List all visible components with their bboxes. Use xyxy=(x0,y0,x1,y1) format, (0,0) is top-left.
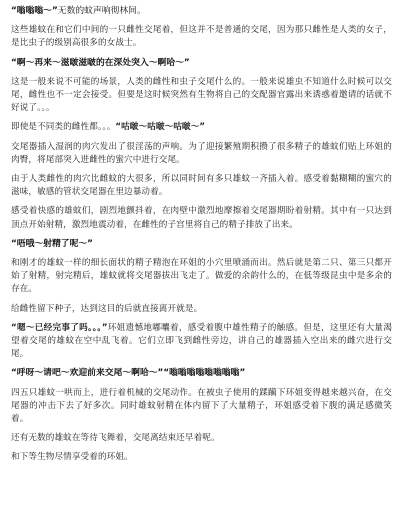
narration-paragraph: 四五只雄蚊一哄而上，进行着机械的交尾动作。在被虫子使用的蹂躏下环姐变得越来越兴奋，在交尾器的冲击下去了好多次。同时雄蚊射精在体内留下了大量精子，环姐感受着下腹的满足感微笑着。 xyxy=(11,387,392,425)
sound-effect: “咕啵～咕啵～咕啵～” xyxy=(115,122,206,133)
dialogue-quote: “嗯～已经完事了吗。。。” xyxy=(11,322,108,333)
narration-paragraph: 和刚才的雄蚊一样的细长面状的精子精泡在环姐的小穴里喷涌而出。然后就是第二只、第三只都开始了射精，射完精后，雄蚊就将交尾器拔出飞走了。做爱的余韵什么的，在低等级昆虫中是多余的存在。 xyxy=(11,258,392,295)
narration-text: 即使是不同类的雌性都。。。 xyxy=(11,122,116,133)
narration-paragraph: 这是一般来说不可能的场景，人类的雌性和虫子交尾什么的。一般来说雄虫不知道什么时候可以交尾，雌性也不一定会接受。但要是这时候突然有生物将自己的交配器官露出来诱惑着邀请的话就不好说了。。。 xyxy=(11,76,392,114)
narration-paragraph: 和下等生物尽情享受着的环姐。 xyxy=(11,452,133,463)
narration-paragraph xyxy=(11,322,392,362)
dialogue-line: “啊～再来～滋啵滋啵的在深处突入～啊哈～” xyxy=(11,57,190,68)
dialogue-line: “呼呀～请吧～欢迎前来交尾～啊哈～”“嗡嗡嗡嗡嗡嗡嗡嗡” xyxy=(11,368,246,379)
dialogue-quote: “嗡嗡嗡～” xyxy=(11,6,58,16)
dialogue-line xyxy=(11,5,392,18)
narration-text: 环姐遗憾地嘟囔着，感受着腹中雄性精子的触感。但是，这里还有大量渴望着交尾的雄蚊在空中乱飞着。它们立即飞到雌性旁边，讲自己的雄器插入空出来的雌穴进行交尾。 xyxy=(11,322,393,360)
narration-paragraph xyxy=(11,121,392,134)
narration-paragraph: 还有无数的雄蚊在等待飞舞着，交尾离结束还早着呢。 xyxy=(11,433,220,444)
dialogue-line: “唔哦～射精了呢～” xyxy=(11,238,93,249)
narration-paragraph: 给雌性留下种子，达到这目的后就直接离开就是。 xyxy=(11,303,203,314)
narration-paragraph: 由于人类雌性的肉穴比雌蚊的大很多，所以同时间有多只雄蚊一齐插入着。感受着黏糊糊的蜜穴的滋味，敏感的管状交尾器在里边暴动着。 xyxy=(11,174,392,198)
narration-paragraph: 交尾器插入湿润的肉穴发出了很淫荡的声响。为了迎接繁殖期积攒了很多精子的雄蚊们贴上环姐的肉臀，将尾部突入进雌性的蜜穴中进行交尾。 xyxy=(11,141,392,165)
narration-text: 无数的蚊声响彻林间。 xyxy=(57,6,146,16)
narration-paragraph: 这些雄蚊在和它们中间的一只雌性交尾着，但这并不是普通的交尾，因为那只雌性是人类的女子，是比虫子的级别高很多的女战士。 xyxy=(11,25,392,49)
narration-paragraph: 感受着快感的雄蚊们，剧烈地颤抖着，在肉壁中激烈地摩擦着交尾器期盼着射精。其中有一只达到顶点开始射精，激烈地震动着，在雌性的子宫里将自己的精子排放了出来。 xyxy=(11,206,392,230)
